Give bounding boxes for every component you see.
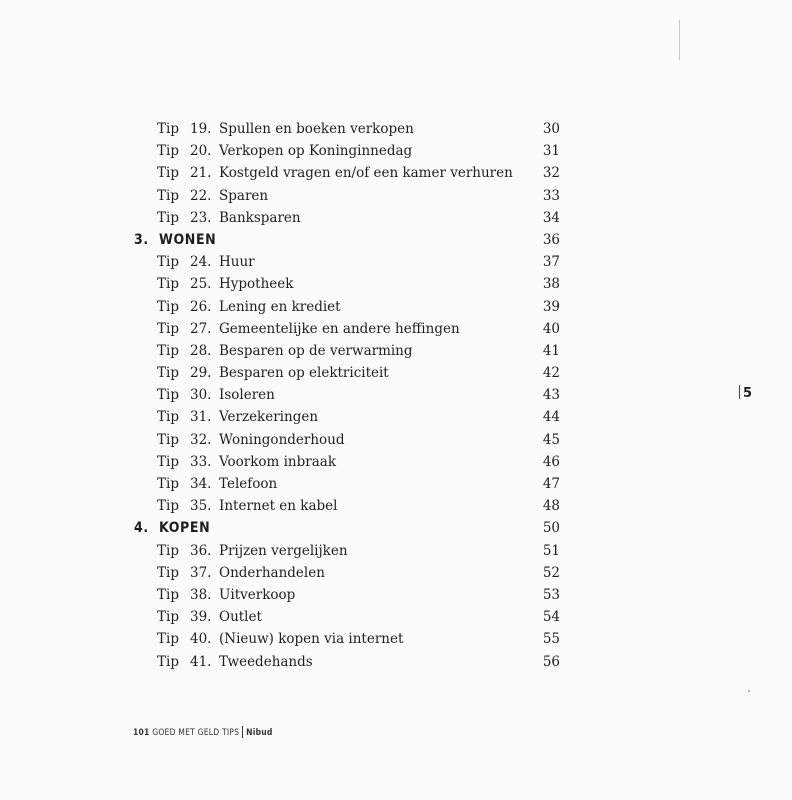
- section-number: 3.: [134, 231, 149, 248]
- tip-number: 36.: [190, 542, 212, 559]
- tip-label: Tip: [157, 254, 179, 271]
- section-title: WONEN: [159, 231, 217, 248]
- tip-number: 38.: [190, 586, 212, 603]
- scan-speck: [748, 690, 750, 692]
- tip-number: 31.: [190, 409, 212, 426]
- tip-label: Tip: [157, 653, 179, 670]
- tip-label: Tip: [157, 631, 179, 648]
- tip-title: Isoleren: [219, 387, 275, 404]
- tip-page: 54: [542, 609, 560, 626]
- tip-number: 33.: [190, 453, 212, 470]
- toc-entry: [0, 296, 792, 318]
- tip-page: 32: [542, 165, 560, 182]
- tip-page: 41: [542, 342, 560, 359]
- toc-entry: [0, 251, 792, 273]
- table-of-contents: [0, 118, 792, 673]
- tip-page: 39: [542, 298, 560, 315]
- tip-title: (Nieuw) kopen via internet: [219, 631, 404, 648]
- tip-number: 21.: [190, 165, 212, 182]
- section-page: 36: [542, 231, 560, 248]
- tip-title: Prijzen vergelijken: [219, 542, 348, 559]
- tip-number: 41.: [190, 653, 212, 670]
- tip-title: Woningonderhoud: [219, 431, 345, 448]
- toc-entry: [0, 185, 792, 207]
- footer-title: GOED MET GELD TIPS: [152, 728, 240, 738]
- tip-title: Gemeentelijke en andere heffingen: [219, 320, 460, 337]
- tip-page: 52: [542, 564, 560, 581]
- tip-number: 22.: [190, 187, 212, 204]
- tip-number: 26.: [190, 298, 212, 315]
- tip-label: Tip: [157, 276, 179, 293]
- tip-title: Telefoon: [219, 476, 278, 492]
- tip-page: 30: [542, 121, 560, 137]
- tip-page: 55: [542, 631, 560, 648]
- tip-page: 38: [542, 276, 560, 293]
- tip-number: 29.: [190, 365, 212, 382]
- footer: [133, 726, 273, 738]
- toc-entry: [0, 207, 792, 229]
- tip-number: 20.: [190, 143, 212, 160]
- footer-divider: [242, 726, 243, 738]
- tip-label: Tip: [157, 165, 179, 182]
- toc-entry: [0, 628, 792, 650]
- toc-entry: [0, 406, 792, 428]
- tip-page: 44: [542, 409, 560, 426]
- tip-label: Tip: [157, 342, 179, 359]
- tip-title: Verkopen op Koninginnedag: [219, 143, 413, 160]
- tip-title: Sparen: [219, 187, 269, 204]
- tip-title: Internet en kabel: [219, 498, 338, 515]
- tip-label: Tip: [157, 365, 179, 382]
- tip-page: 56: [542, 653, 560, 670]
- toc-section-heading: [0, 229, 792, 251]
- tip-label: Tip: [157, 564, 179, 581]
- tip-label: Tip: [157, 209, 179, 226]
- tip-page: 45: [542, 431, 560, 448]
- toc-entry: [0, 384, 792, 406]
- toc-section-heading: [0, 517, 792, 539]
- tip-number: 19.: [190, 121, 212, 137]
- tip-label: Tip: [157, 387, 179, 404]
- toc-entry: [0, 429, 792, 451]
- toc-entry: [0, 340, 792, 362]
- tip-label: Tip: [157, 542, 179, 559]
- section-page: 50: [542, 520, 560, 537]
- tip-number: 30.: [190, 387, 212, 404]
- tip-page: 53: [542, 586, 560, 603]
- tip-title: Uitverkoop: [219, 586, 296, 603]
- tip-title: Outlet: [219, 609, 262, 626]
- tip-title: Kostgeld vragen en/of een kamer verhuren: [219, 165, 513, 182]
- toc-entry: [0, 651, 792, 673]
- tip-title: Huur: [219, 254, 255, 271]
- section-title: KOPEN: [159, 520, 211, 537]
- tip-title: Voorkom inbraak: [219, 453, 337, 470]
- toc-entry: [0, 140, 792, 162]
- tip-page: 33: [542, 187, 560, 204]
- toc-entry: [0, 606, 792, 628]
- tip-page: 31: [542, 143, 560, 160]
- toc-entry: [0, 451, 792, 473]
- toc-entry: [0, 362, 792, 384]
- tip-label: Tip: [157, 453, 179, 470]
- tip-title: Hypotheek: [219, 276, 294, 293]
- tip-page: 51: [542, 542, 560, 559]
- tip-page: 42: [542, 365, 560, 382]
- tip-title: Besparen op de verwarming: [219, 342, 413, 359]
- tip-title: Onderhandelen: [219, 564, 325, 581]
- footer-brand: Nibud: [246, 728, 273, 738]
- tip-title: Verzekeringen: [219, 409, 319, 426]
- tip-title: Spullen en boeken verkopen: [219, 121, 414, 137]
- tip-number: 27.: [190, 320, 212, 337]
- toc-entry: [0, 273, 792, 295]
- tip-number: 37.: [190, 564, 212, 581]
- scan-crease: [679, 20, 680, 60]
- tip-number: 28.: [190, 342, 212, 359]
- tip-title: Tweedehands: [219, 653, 313, 670]
- toc-entry: [0, 162, 792, 184]
- toc-entry: [0, 318, 792, 340]
- tip-label: Tip: [157, 476, 179, 492]
- tip-number: 39.: [190, 609, 212, 626]
- toc-entry: [0, 540, 792, 562]
- tip-number: 34.: [190, 476, 212, 492]
- page-number: [739, 385, 752, 401]
- tip-label: Tip: [157, 498, 179, 515]
- tip-page: 40: [542, 320, 560, 337]
- tip-label: Tip: [157, 298, 179, 315]
- tip-title: Banksparen: [219, 209, 301, 226]
- toc-entry: [0, 118, 792, 140]
- toc-entry: [0, 562, 792, 584]
- tip-number: 24.: [190, 254, 212, 271]
- tip-number: 23.: [190, 209, 212, 226]
- tip-label: Tip: [157, 320, 179, 337]
- footer-number: 101: [133, 728, 150, 738]
- toc-entry: [0, 584, 792, 606]
- tip-number: 40.: [190, 631, 212, 648]
- page-number-value: 5: [743, 386, 753, 401]
- tip-title: Lening en krediet: [219, 298, 341, 315]
- section-number: 4.: [134, 520, 149, 537]
- toc-entry: [0, 473, 792, 495]
- tip-page: 43: [542, 387, 560, 404]
- tip-label: Tip: [157, 121, 179, 137]
- tip-page: 46: [542, 453, 560, 470]
- tip-label: Tip: [157, 586, 179, 603]
- tip-label: Tip: [157, 143, 179, 160]
- tip-number: 35.: [190, 498, 212, 515]
- tip-number: 25.: [190, 276, 212, 293]
- tip-label: Tip: [157, 409, 179, 426]
- tip-label: Tip: [157, 187, 179, 204]
- tip-page: 47: [542, 476, 560, 492]
- page-number-divider: [739, 385, 740, 399]
- tip-page: 34: [542, 209, 560, 226]
- toc-entry: [0, 495, 792, 517]
- tip-number: 32.: [190, 431, 212, 448]
- tip-title: Besparen op elektriciteit: [219, 365, 389, 382]
- tip-page: 48: [542, 498, 560, 515]
- tip-page: 37: [542, 254, 560, 271]
- tip-label: Tip: [157, 609, 179, 626]
- tip-label: Tip: [157, 431, 179, 448]
